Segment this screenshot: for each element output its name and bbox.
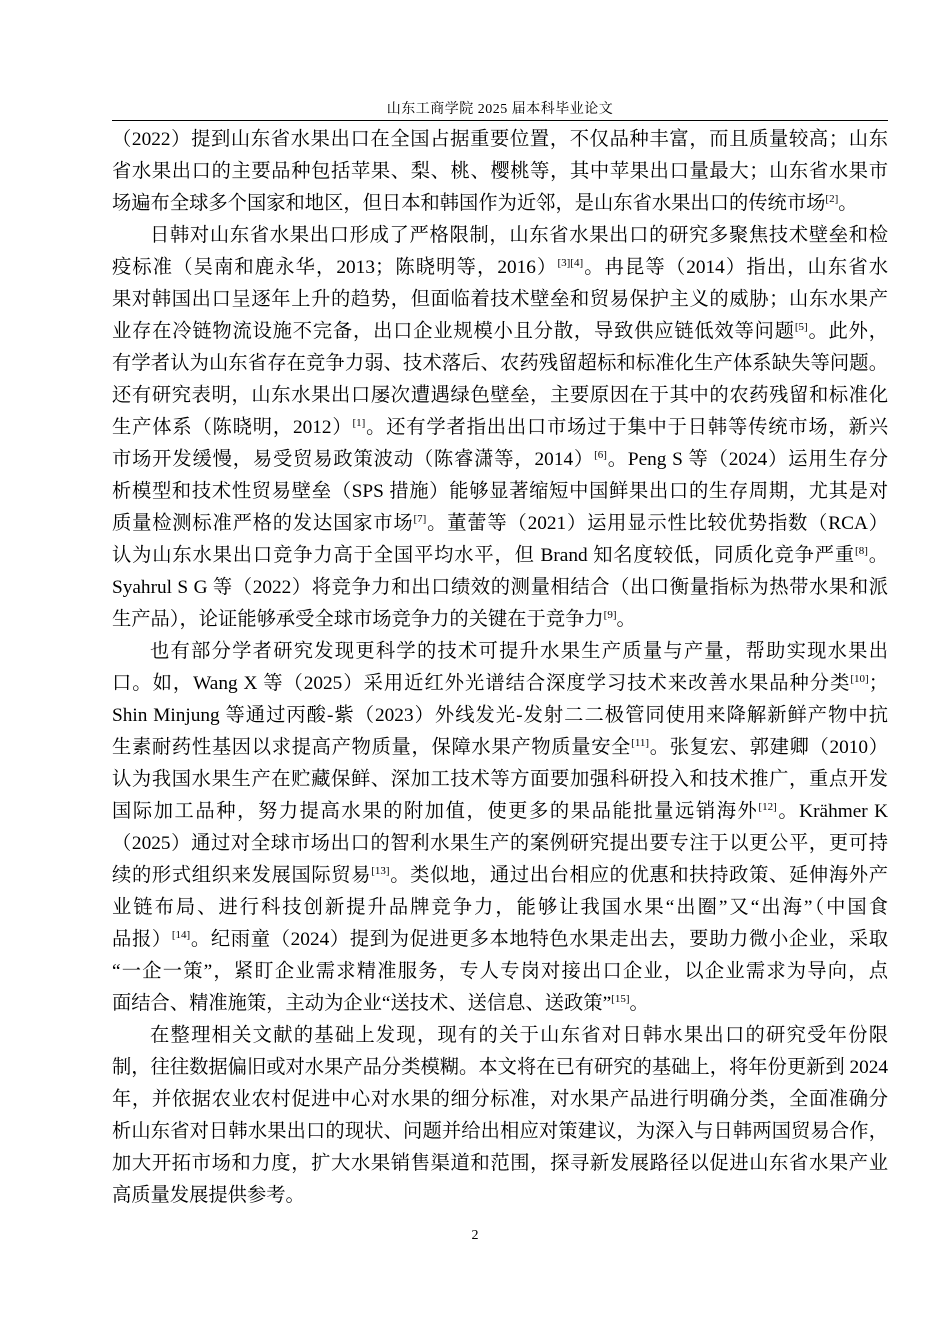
text-segment: 果对韩国出口呈逐年上升的趋势，但面临着技术壁垒和贸易保护主义的威胁；山东水果产 <box>112 289 888 310</box>
text-line <box>112 1116 888 1148</box>
text-line <box>112 1052 888 1084</box>
text-segment: 。此外， <box>807 321 889 342</box>
text-segment: 生产品），论证能够承受全球市场竞争力的关键在于竞争力 <box>112 609 604 630</box>
citation-superscript: [8] <box>855 545 868 557</box>
text-line <box>112 476 888 508</box>
text-segment: 。 <box>616 609 636 630</box>
text-line <box>112 668 888 700</box>
text-segment: 制，往往数据偏旧或对水果产品分类模糊。本文将在已有研究的基础上，将年份更新到 2024 <box>112 1057 889 1078</box>
text-line <box>112 796 888 828</box>
text-line <box>112 892 888 924</box>
text-segment: 认为山东水果出口竞争力高于全国平均水平，但 Brand 知名度较低，同质化竞争严重 <box>112 545 856 566</box>
text-segment: 在整理相关文献的基础上发现，现有的关于山东省对日韩水果出口的研究受年份限 <box>150 1025 888 1046</box>
text-segment: 有学者认为山东省存在竞争力弱、技术落后、农药残留超标和标准化生产体系缺失等问题。 <box>112 353 888 374</box>
text-segment: 。冉昆等（2014）指出，山东省水 <box>583 257 888 278</box>
text-segment: （2022）提到山东省水果出口在全国占据重要位置，不仅品种丰富，而且质量较高；山东 <box>112 129 888 150</box>
text-line <box>112 508 888 540</box>
text-line <box>112 540 888 572</box>
paragraph <box>112 1020 888 1212</box>
text-segment: 质量检测标准严格的发达国家市场 <box>112 513 414 534</box>
text-segment: 疫标准（吴南和鹿永华，2013；陈晓明等，2016） <box>112 257 558 278</box>
text-line <box>112 828 888 860</box>
text-segment: 。 <box>629 993 649 1014</box>
text-segment: 。类似地，通过出台相应的优惠和扶持政策、延伸海外产 <box>389 865 888 886</box>
text-segment: 。 <box>838 193 858 214</box>
text-segment: 省水果出口的主要品种包括苹果、梨、桃、樱桃等，其中苹果出口量最大；山东省水果市 <box>112 161 888 182</box>
text-line <box>112 188 888 220</box>
text-line <box>112 284 888 316</box>
header-rule <box>112 120 888 121</box>
paragraph <box>112 220 888 636</box>
text-segment: 口。如，Wang X 等（2025）采用近红外光谱结合深度学习技术来改善水果品种分类 <box>112 673 851 694</box>
text-line <box>112 1180 888 1212</box>
text-segment: 。董蕾等（2021）运用显示性比较优势指数（RCA） <box>426 513 888 534</box>
citation-superscript: [6] <box>594 449 607 461</box>
text-line <box>112 860 888 892</box>
citation-superscript: [14] <box>171 929 191 941</box>
text-segment: 析山东省对日韩水果出口的现状、问题并给出相应对策建议，为深入与日韩两国贸易合作， <box>112 1121 888 1142</box>
text-segment: 。张复宏、郭建卿（2010） <box>649 737 889 758</box>
text-line <box>112 924 888 956</box>
text-segment: 日韩对山东省水果出口形成了严格限制，山东省水果出口的研究多聚焦技术壁垒和检 <box>150 225 888 246</box>
citation-superscript: [10] <box>850 673 869 685</box>
text-segment: 生产体系（陈晓明，2012） <box>112 417 353 438</box>
text-segment: 面结合、精准施策，主动为企业“送技术、送信息、送政策” <box>112 993 612 1014</box>
text-segment: 国际加工品种，努力提高水果的附加值，使更多的果品能批量远销海外 <box>112 801 759 822</box>
text-segment: 认为我国水果生产在贮藏保鲜、深加工技术等方面要加强科研投入和技术推广，重点开发 <box>112 769 888 790</box>
text-line <box>112 220 888 252</box>
text-line <box>112 572 888 604</box>
text-segment: （2025）通过对全球市场出口的智利水果生产的案例研究提出要专注于以更公平，更可持 <box>112 833 888 854</box>
citation-superscript: [2] <box>825 193 839 205</box>
text-segment: 生素耐药性基因以求提高产物质量，保障水果产物质量安全 <box>112 737 632 758</box>
citation-superscript: [5] <box>794 321 808 333</box>
text-line <box>112 732 888 764</box>
text-segment: 。Peng S 等（2024）运用生存分 <box>606 449 888 470</box>
text-segment: 场遍布全球多个国家和地区，但日本和韩国作为近邻，是山东省水果出口的传统市场 <box>112 193 826 214</box>
page-header: 山东工商学院 2025 届本科毕业论文 <box>386 102 614 117</box>
text-line <box>112 956 888 988</box>
text-segment: 。 <box>867 545 888 566</box>
text-segment: 业存在冷链物流设施不完备，出口企业规模小且分散，导致供应链低效等问题 <box>112 321 795 342</box>
citation-superscript: [13] <box>371 865 390 877</box>
text-line <box>112 380 888 412</box>
citation-superscript: [15] <box>611 993 630 1005</box>
paragraph <box>112 124 888 220</box>
text-line <box>112 604 888 636</box>
text-line <box>112 764 888 796</box>
text-segment: 市场开发缓慢，易受贸易政策波动（陈睿潇等，2014） <box>112 449 595 470</box>
text-line <box>112 988 888 1020</box>
text-line <box>112 1020 888 1052</box>
text-segment: 析模型和技术性贸易壁垒（SPS 措施）能够显著缩短中国鲜果出口的生存周期，尤其是对 <box>112 481 888 502</box>
citation-superscript: [11] <box>631 737 650 749</box>
text-line <box>112 156 888 188</box>
text-segment: 年，并依据农业农村促进中心对水果的细分标准，对水果产品进行明确分类，全面准确分 <box>112 1089 888 1110</box>
text-line <box>112 252 888 284</box>
text-segment: 高质量发展提供参考。 <box>112 1185 305 1206</box>
document-body <box>112 124 888 1212</box>
text-segment: 加大开拓市场和力度，扩大水果销售渠道和范围，探寻新发展路径以促进山东省水果产业 <box>112 1153 888 1174</box>
page-number: 2 <box>471 1228 479 1243</box>
text-line <box>112 124 888 156</box>
text-line <box>112 348 888 380</box>
text-segment: 。纪雨童（2024）提到为促进更多本地特色水果走出去，要助力微小企业，采取 <box>190 929 889 950</box>
citation-superscript: [9] <box>603 609 617 621</box>
citation-superscript: [12] <box>758 801 777 813</box>
text-line <box>112 700 888 732</box>
paragraph <box>112 636 888 1020</box>
text-line <box>112 444 888 476</box>
text-line <box>112 1148 888 1180</box>
text-segment: “一企一策”，紧盯企业需求精准服务，专人专岗对接出口企业，以企业需求为导向，点 <box>112 961 888 982</box>
text-segment: 品报） <box>112 929 172 950</box>
text-segment: ； <box>868 673 888 694</box>
text-line <box>112 1084 888 1116</box>
text-segment: Shin Minjung 等通过丙酸-紫（2023）外线发光-发射二二极管同使用来降解新鲜产物中抗 <box>112 705 888 726</box>
text-segment: 还有研究表明，山东水果出口屡次遭遇绿色壁垒，主要原因在于其中的农药残留和标准化 <box>112 385 888 406</box>
text-line <box>112 316 888 348</box>
citation-superscript: [3][4] <box>557 257 584 269</box>
citation-superscript: [1] <box>352 417 366 429</box>
text-line <box>112 636 888 668</box>
text-segment: 业链布局、进行科技创新提升品牌竞争力，能够让我国水果“出圈”又“出海”（中国食 <box>112 897 888 918</box>
citation-superscript: [7] <box>413 513 427 525</box>
text-line <box>112 412 888 444</box>
text-segment: 。还有学者指出出口市场过于集中于日韩等传统市场，新兴 <box>365 417 888 438</box>
text-segment: Syahrul S G 等（2022）将竞争力和出口绩效的测量相结合（出口衡量指标为热带水果和派 <box>112 577 888 598</box>
text-segment: 。Krähmer K <box>776 801 889 822</box>
text-segment: 续的形式组织来发展国际贸易 <box>112 865 372 886</box>
text-segment: 也有部分学者研究发现更科学的技术可提升水果生产质量与产量，帮助实现水果出 <box>150 641 888 662</box>
